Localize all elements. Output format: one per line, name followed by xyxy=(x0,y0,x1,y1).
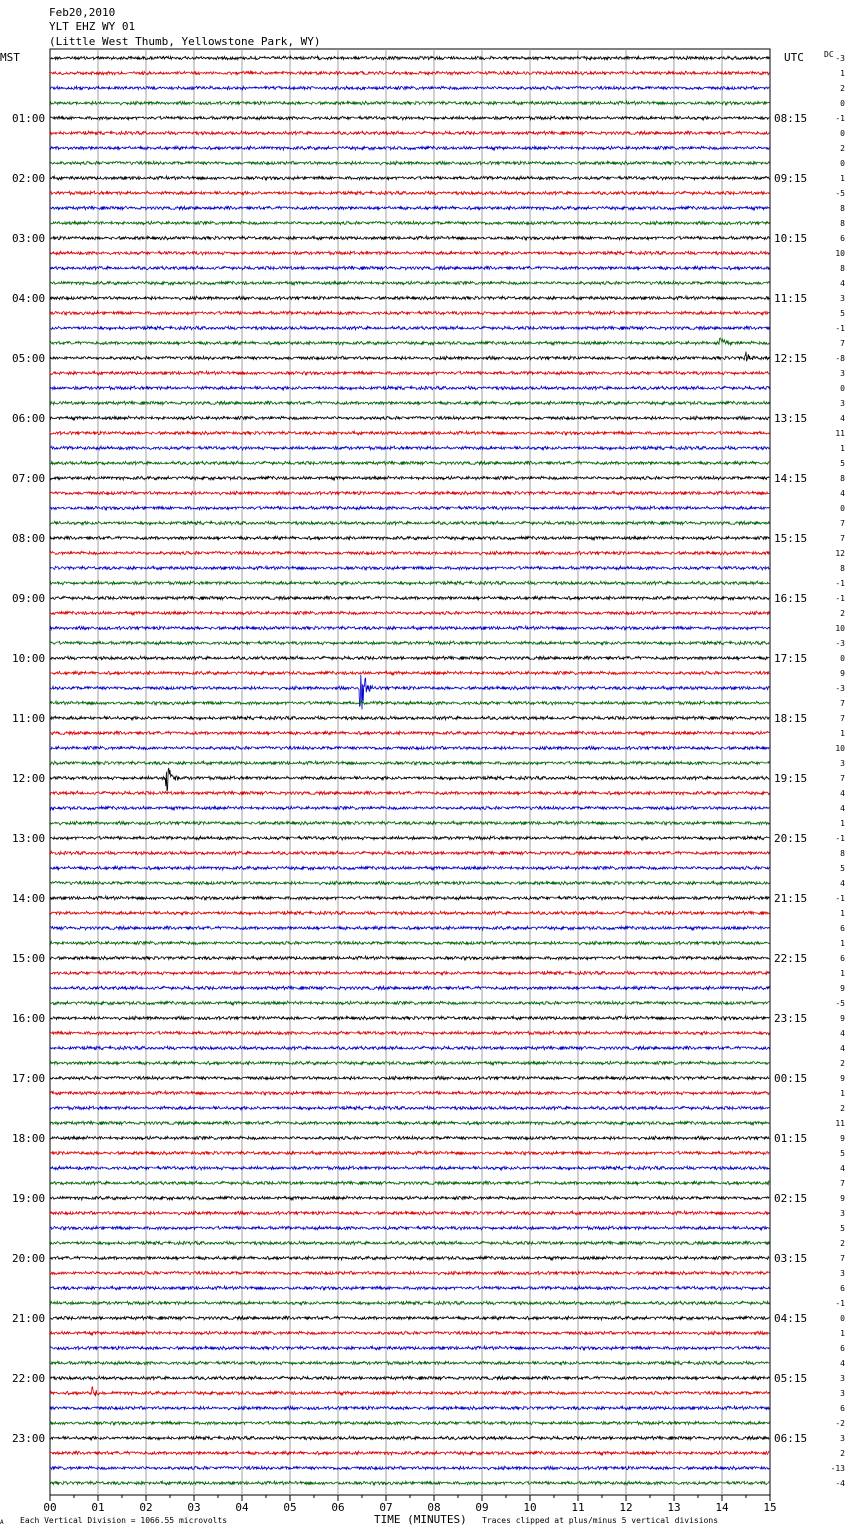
dc-offset-value: 1 xyxy=(840,1329,845,1338)
dc-offset-value: 3 xyxy=(840,1209,845,1218)
dc-offset-value: 3 xyxy=(840,294,845,303)
right-hour-label: 00:15 xyxy=(774,1072,808,1085)
dc-offset-value: 6 xyxy=(840,1404,845,1413)
left-hour-label: 20:00 xyxy=(12,1252,46,1265)
x-tick-label: 15 xyxy=(763,1501,777,1514)
dc-offset-value: 8 xyxy=(840,204,845,213)
right-hour-label: 18:15 xyxy=(774,712,808,725)
dc-offset-value: 8 xyxy=(840,264,845,273)
dc-offset-value: 1 xyxy=(840,909,845,918)
dc-offset-value: 3 xyxy=(840,399,845,408)
dc-offset-value: 0 xyxy=(840,654,845,663)
x-tick-label: 05 xyxy=(283,1501,297,1514)
dc-offset-value: -1 xyxy=(835,579,845,588)
left-hour-label: 22:00 xyxy=(12,1372,46,1385)
dc-offset-value: 1 xyxy=(840,174,845,183)
dc-offset-value: 0 xyxy=(840,129,845,138)
left-hour-label: 12:00 xyxy=(12,772,46,785)
x-tick-label: 01 xyxy=(91,1501,105,1514)
right-hour-label: 04:15 xyxy=(774,1312,808,1325)
dc-offset-value: 4 xyxy=(840,804,845,813)
dc-offset-value: 1 xyxy=(840,1089,845,1098)
left-hour-label: 04:00 xyxy=(12,292,46,305)
header-date: Feb20,2010 xyxy=(49,6,116,19)
dc-offset-value: -3 xyxy=(835,684,845,693)
clip-note: Traces clipped at plus/minus 5 vertical divisions xyxy=(482,1516,719,1525)
right-hour-label: 05:15 xyxy=(774,1372,808,1385)
right-hour-label: 23:15 xyxy=(774,1012,808,1025)
header-location: (Little West Thumb, Yellowstone Park, WY) xyxy=(49,35,321,48)
dc-offset-value: 6 xyxy=(840,954,845,963)
dc-offset-value: 2 xyxy=(840,84,845,93)
dc-offset-value: 11 xyxy=(835,1119,845,1128)
right-hour-label: 09:15 xyxy=(774,172,808,185)
dc-offset-value: 9 xyxy=(840,1134,845,1143)
dc-offset-value: 1 xyxy=(840,939,845,948)
dc-offset-value: 3 xyxy=(840,1374,845,1383)
right-hour-label: 19:15 xyxy=(774,772,808,785)
dc-offset-value: -3 xyxy=(835,639,845,648)
right-hour-label: 08:15 xyxy=(774,112,808,125)
dc-offset-value: 4 xyxy=(840,789,845,798)
left-hour-label: 05:00 xyxy=(12,352,46,365)
dc-offset-value: 4 xyxy=(840,1029,845,1038)
dc-offset-value: 9 xyxy=(840,984,845,993)
dc-offset-value: 8 xyxy=(840,219,845,228)
dc-offset-value: 6 xyxy=(840,1284,845,1293)
left-hour-label: 09:00 xyxy=(12,592,46,605)
dc-offset-value: 2 xyxy=(840,1449,845,1458)
dc-offset-value: 2 xyxy=(840,144,845,153)
dc-offset-value: 6 xyxy=(840,234,845,243)
dc-offset-value: 1 xyxy=(840,969,845,978)
dc-offset-value: 7 xyxy=(840,774,845,783)
dc-offset-value: 7 xyxy=(840,534,845,543)
dc-offset-value: -8 xyxy=(835,354,845,363)
header-station: YLT EHZ WY 01 xyxy=(49,20,136,33)
dc-offset-value: 7 xyxy=(840,1254,845,1263)
dc-offset-value: 4 xyxy=(840,879,845,888)
dc-offset-value: 2 xyxy=(840,1239,845,1248)
right-hour-label: 10:15 xyxy=(774,232,808,245)
dc-offset-value: -13 xyxy=(830,1464,845,1473)
dc-offset-value: -1 xyxy=(835,1299,845,1308)
dc-offset-value: 8 xyxy=(840,849,845,858)
left-hour-label: 13:00 xyxy=(12,832,46,845)
dc-offset-value: 9 xyxy=(840,1074,845,1083)
dc-offset-value: 9 xyxy=(840,1194,845,1203)
dc-offset-value: 3 xyxy=(840,1269,845,1278)
right-hour-label: 21:15 xyxy=(774,892,808,905)
dc-offset-value: -1 xyxy=(835,114,845,123)
x-tick-label: 13 xyxy=(667,1501,681,1514)
dc-offset-value: -5 xyxy=(835,999,845,1008)
dc-offset-value: 2 xyxy=(840,609,845,618)
right-hour-label: 16:15 xyxy=(774,592,808,605)
dc-offset-value: 3 xyxy=(840,759,845,768)
dc-offset-value: 7 xyxy=(840,339,845,348)
dc-offset-value: 7 xyxy=(840,519,845,528)
right-hour-label: 01:15 xyxy=(774,1132,808,1145)
dc-offset-value: 0 xyxy=(840,1314,845,1323)
left-hour-label: 06:00 xyxy=(12,412,46,425)
dc-offset-value: 4 xyxy=(840,489,845,498)
x-tick-label: 03 xyxy=(187,1501,201,1514)
left-hour-label: 18:00 xyxy=(12,1132,46,1145)
dc-offset-value: -1 xyxy=(835,834,845,843)
right-hour-label: 12:15 xyxy=(774,352,808,365)
left-hour-label: 19:00 xyxy=(12,1192,46,1205)
dc-offset-value: -4 xyxy=(835,1479,845,1488)
dc-offset-value: 0 xyxy=(840,384,845,393)
dc-offset-value: 5 xyxy=(840,459,845,468)
dc-offset-value: 4 xyxy=(840,1359,845,1368)
left-timezone-label: MST xyxy=(0,51,20,64)
left-hour-label: 15:00 xyxy=(12,952,46,965)
dc-offset-value: 11 xyxy=(835,429,845,438)
dc-offset-value: 5 xyxy=(840,864,845,873)
dc-offset-value: 0 xyxy=(840,504,845,513)
x-tick-label: 12 xyxy=(619,1501,633,1514)
dc-offset-value: 5 xyxy=(840,1224,845,1233)
x-tick-label: 04 xyxy=(235,1501,249,1514)
x-tick-label: 02 xyxy=(139,1501,153,1514)
left-hour-label: 10:00 xyxy=(12,652,46,665)
right-hour-label: 03:15 xyxy=(774,1252,808,1265)
right-hour-label: 14:15 xyxy=(774,472,808,485)
dc-offset-value: 10 xyxy=(835,744,845,753)
right-hour-label: 06:15 xyxy=(774,1432,808,1445)
right-hour-label: 11:15 xyxy=(774,292,808,305)
left-hour-label: 03:00 xyxy=(12,232,46,245)
x-tick-label: 11 xyxy=(571,1501,585,1514)
left-hour-label: 11:00 xyxy=(12,712,46,725)
dc-offset-value: 6 xyxy=(840,1344,845,1353)
left-hour-label: 07:00 xyxy=(12,472,46,485)
x-tick-label: 00 xyxy=(43,1501,57,1514)
left-hour-label: 17:00 xyxy=(12,1072,46,1085)
dc-offset-value: 7 xyxy=(840,714,845,723)
dc-offset-value: 2 xyxy=(840,1059,845,1068)
x-tick-label: 06 xyxy=(331,1501,345,1514)
right-hour-label: 13:15 xyxy=(774,412,808,425)
dc-offset-value: 3 xyxy=(840,1389,845,1398)
dc-offset-value: 7 xyxy=(840,1179,845,1188)
left-hour-label: 02:00 xyxy=(12,172,46,185)
dc-offset-value: 10 xyxy=(835,249,845,258)
dc-offset-value: -1 xyxy=(835,594,845,603)
dc-offset-value: 10 xyxy=(835,624,845,633)
dc-offset-value: 4 xyxy=(840,1044,845,1053)
left-hour-label: 08:00 xyxy=(12,532,46,545)
dc-offset-value: 4 xyxy=(840,279,845,288)
right-hour-label: 17:15 xyxy=(774,652,808,665)
x-tick-label: 09 xyxy=(475,1501,489,1514)
dc-header-label: DC xyxy=(824,50,834,59)
dc-offset-value: 8 xyxy=(840,564,845,573)
dc-offset-value: -5 xyxy=(835,189,845,198)
dc-offset-value: 1 xyxy=(840,69,845,78)
dc-offset-value: 12 xyxy=(835,549,845,558)
dc-offset-value: 7 xyxy=(840,699,845,708)
right-hour-label: 15:15 xyxy=(774,532,808,545)
left-hour-label: 23:00 xyxy=(12,1432,46,1445)
dc-offset-value: -3 xyxy=(835,54,845,63)
dc-offset-value: 0 xyxy=(840,99,845,108)
right-hour-label: 20:15 xyxy=(774,832,808,845)
x-tick-label: 07 xyxy=(379,1501,393,1514)
dc-offset-value: 4 xyxy=(840,1164,845,1173)
right-hour-label: 22:15 xyxy=(774,952,808,965)
dc-offset-value: 4 xyxy=(840,414,845,423)
x-axis-title: TIME (MINUTES) xyxy=(374,1513,467,1526)
dc-offset-value: 1 xyxy=(840,729,845,738)
left-hour-label: 21:00 xyxy=(12,1312,46,1325)
x-tick-label: 10 xyxy=(523,1501,537,1514)
dc-offset-value: 3 xyxy=(840,1434,845,1443)
left-hour-label: 16:00 xyxy=(12,1012,46,1025)
x-tick-label: 14 xyxy=(715,1501,729,1514)
dc-offset-value: 8 xyxy=(840,474,845,483)
dc-offset-value: -1 xyxy=(835,324,845,333)
left-hour-label: 01:00 xyxy=(12,112,46,125)
dc-offset-value: 1 xyxy=(840,444,845,453)
corner-mark: A xyxy=(0,1519,4,1526)
dc-offset-value: 3 xyxy=(840,369,845,378)
dc-offset-value: 9 xyxy=(840,669,845,678)
dc-offset-value: 5 xyxy=(840,309,845,318)
right-timezone-label: UTC xyxy=(784,51,804,64)
left-hour-label: 14:00 xyxy=(12,892,46,905)
dc-offset-value: 2 xyxy=(840,1104,845,1113)
dc-offset-value: 1 xyxy=(840,819,845,828)
dc-offset-value: -1 xyxy=(835,894,845,903)
x-tick-label: 08 xyxy=(427,1501,441,1514)
right-hour-label: 02:15 xyxy=(774,1192,808,1205)
scale-note: Each Vertical Division = 1066.55 microvolts xyxy=(20,1516,228,1525)
dc-offset-value: -2 xyxy=(835,1419,845,1428)
dc-offset-value: 5 xyxy=(840,1149,845,1158)
dc-offset-value: 9 xyxy=(840,1014,845,1023)
dc-offset-value: 0 xyxy=(840,159,845,168)
dc-offset-value: 6 xyxy=(840,924,845,933)
